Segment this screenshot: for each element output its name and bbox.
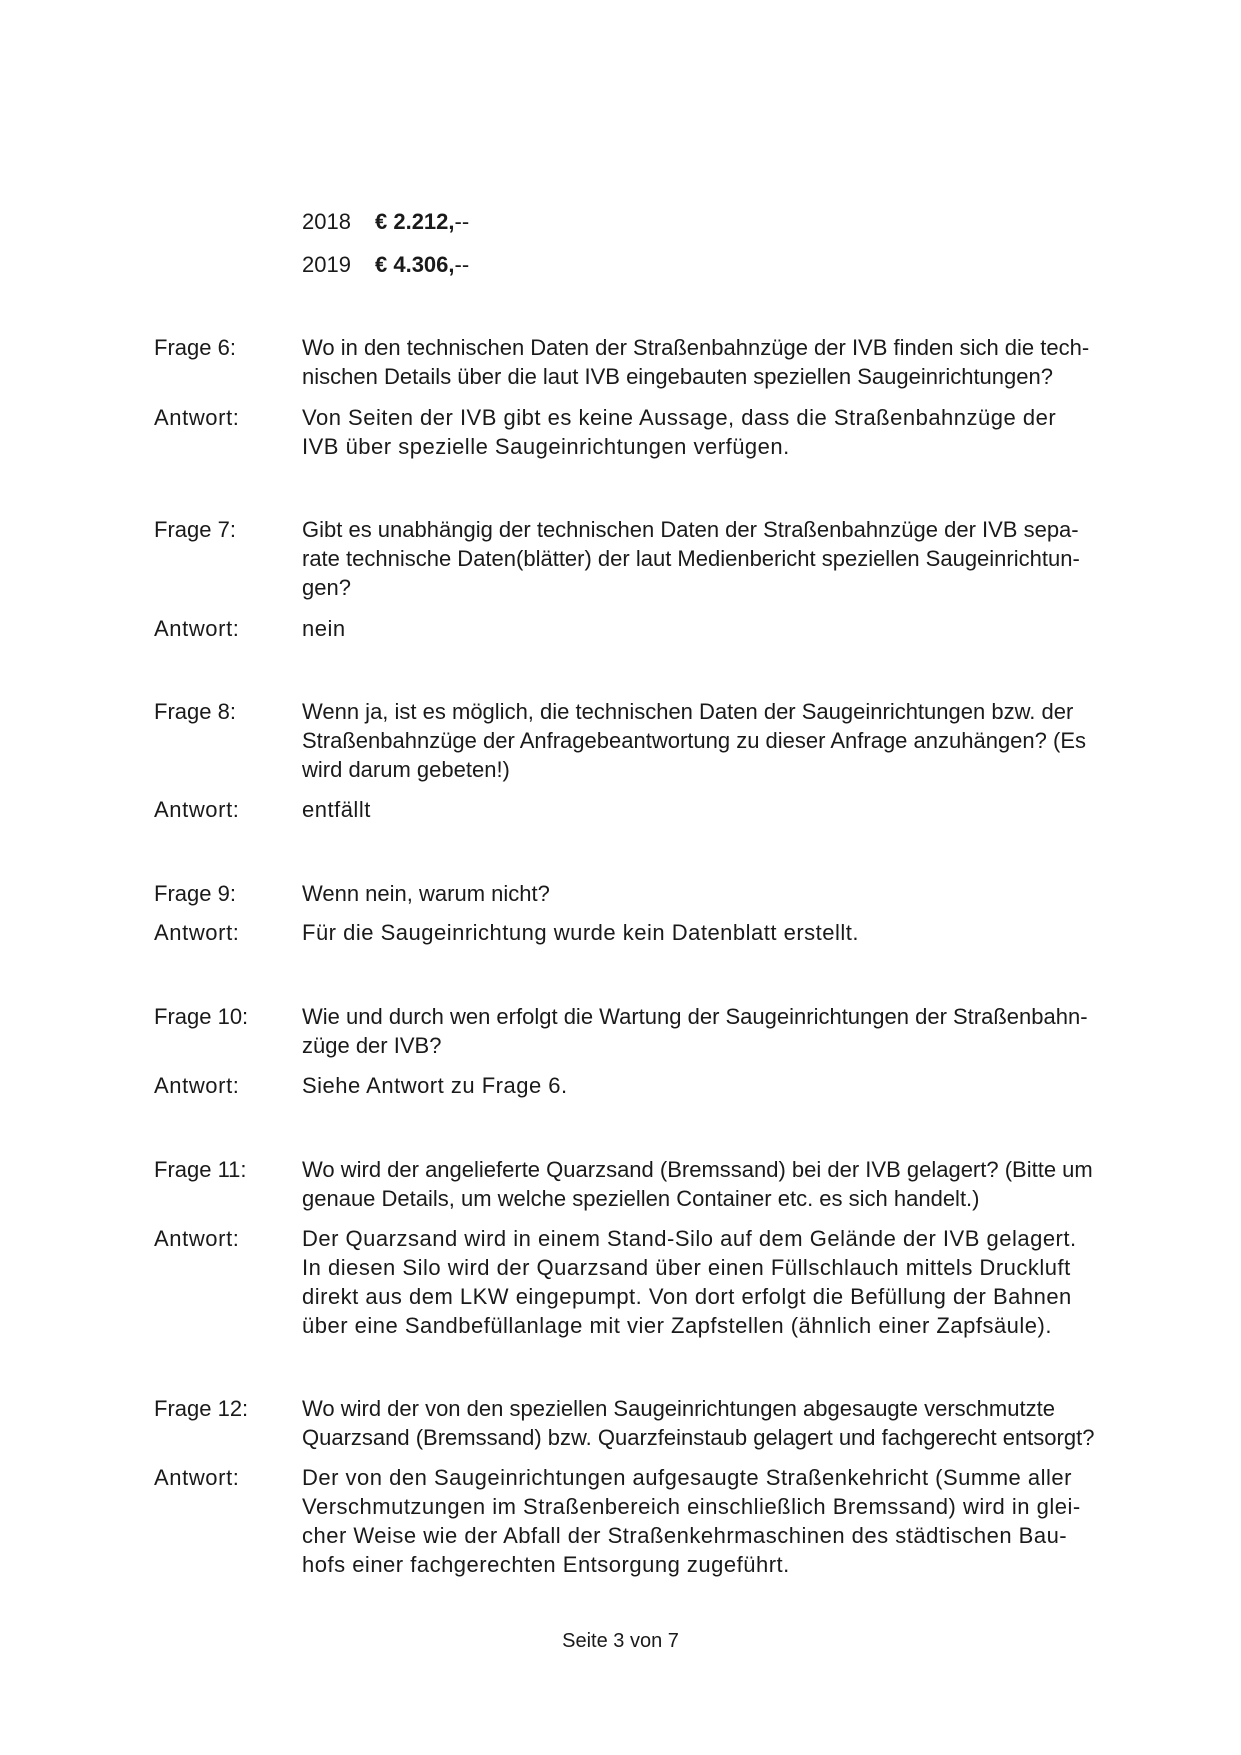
answer-line: Für die Saugeinrichtung wurde kein Datenblatt erstellt. [302, 920, 860, 945]
answer-text [302, 1224, 1132, 1340]
amount-suffix: -- [454, 209, 470, 234]
question-line: Gibt es unabhängig der technischen Daten der Straßenbahnzüge der IVB sepa- [302, 517, 1079, 542]
question-line: züge der IVB? [302, 1033, 442, 1058]
question-line: wird darum gebeten!) [302, 757, 510, 782]
answer-line: hofs einer fachgerechten Entsorgung zugeführt. [302, 1552, 790, 1577]
question-line: Wenn nein, warum nicht? [302, 881, 550, 906]
amount-year: 2019 [302, 252, 351, 277]
question-label: Frage 8: [154, 699, 236, 724]
answer-label: Antwort: [154, 616, 240, 641]
question-text [302, 697, 1132, 784]
answer-label: Antwort: [154, 797, 240, 822]
question-label: Frage 9: [154, 881, 236, 906]
question-line: Quarzsand (Bremssand) bzw. Quarzfeinstaub gelagert und fachgerecht entsorgt? [302, 1425, 1095, 1450]
question-label: Frage 6: [154, 335, 236, 360]
question-line: nischen Details über die laut IVB eingebauten speziellen Saugeinrichtungen? [302, 364, 1053, 389]
question-label: Frage 10: [154, 1004, 249, 1029]
question-line: Straßenbahnzüge der Anfragebeantwortung zu dieser Anfrage anzuhängen? (Es [302, 728, 1086, 753]
amount-suffix: -- [454, 252, 470, 277]
question-label: Frage 7: [154, 517, 236, 542]
answer-label: Antwort: [154, 920, 240, 945]
answer-line: über eine Sandbefüllanlage mit vier Zapfstellen (ähnlich einer Zapfsäule). [302, 1313, 1052, 1338]
answer-label: Antwort: [154, 1073, 240, 1098]
amount-year: 2018 [302, 209, 351, 234]
question-label: Frage 12: [154, 1396, 249, 1421]
amount-row-2018 [302, 207, 469, 237]
question-text [302, 515, 1132, 602]
question-text [302, 333, 1132, 391]
question-text [302, 1155, 1132, 1213]
page-number: Seite 3 von 7 [562, 1630, 679, 1652]
question-line: Wenn ja, ist es möglich, die technischen Daten der Saugeinrichtungen bzw. der [302, 699, 1074, 724]
amount-row-2019 [302, 250, 469, 280]
amount-value: € 4.306, [375, 252, 455, 277]
answer-line: entfällt [302, 797, 371, 822]
answer-line: Der Quarzsand wird in einem Stand-Silo auf dem Gelände der IVB gelagert. [302, 1226, 1077, 1251]
question-line: Wie und durch wen erfolgt die Wartung der Saugeinrichtungen der Straßenbahn- [302, 1004, 1088, 1029]
answer-text [302, 1463, 1132, 1579]
question-line: rate technische Daten(blätter) der laut Medienbericht speziellen Saugeinrichtun- [302, 546, 1080, 571]
question-line: genaue Details, um welche speziellen Container etc. es sich handelt.) [302, 1186, 980, 1211]
amount-value: € 2.212, [375, 209, 455, 234]
answer-line: Der von den Saugeinrichtungen aufgesaugte Straßenkehricht (Summe aller [302, 1465, 1072, 1490]
question-text [302, 1394, 1132, 1452]
answer-line: In diesen Silo wird der Quarzsand über einen Füllschlauch mittels Druckluft [302, 1255, 1071, 1280]
question-line: Wo wird der angelieferte Quarzsand (Bremssand) bei der IVB gelagert? (Bitte um [302, 1157, 1093, 1182]
question-text [302, 879, 1132, 908]
answer-line: direkt aus dem LKW eingepumpt. Von dort erfolgt die Befüllung der Bahnen [302, 1284, 1072, 1309]
answer-line: nein [302, 616, 346, 641]
answer-text [302, 403, 1132, 461]
answer-line: cher Weise wie der Abfall der Straßenkehrmaschinen des städtischen Bau- [302, 1523, 1068, 1548]
question-label: Frage 11: [154, 1157, 247, 1182]
answer-line: IVB über spezielle Saugeinrichtungen verfügen. [302, 434, 790, 459]
answer-line: Verschmutzungen im Straßenbereich einschließlich Bremssand) wird in glei- [302, 1494, 1081, 1519]
answer-label: Antwort: [154, 1226, 240, 1251]
answer-text [302, 795, 1132, 824]
question-line: Wo wird der von den speziellen Saugeinrichtungen abgesaugte verschmutzte [302, 1396, 1055, 1421]
answer-label: Antwort: [154, 405, 240, 430]
question-line: Wo in den technischen Daten der Straßenbahnzüge der IVB finden sich die tech- [302, 335, 1090, 360]
question-line: gen? [302, 575, 351, 600]
answer-label: Antwort: [154, 1465, 240, 1490]
answer-line: Von Seiten der IVB gibt es keine Aussage, dass die Straßenbahnzüge der [302, 405, 1057, 430]
answer-line: Siehe Antwort zu Frage 6. [302, 1073, 568, 1098]
question-text [302, 1002, 1132, 1060]
answer-text [302, 614, 1132, 643]
answer-text [302, 1071, 1132, 1100]
answer-text [302, 918, 1132, 947]
